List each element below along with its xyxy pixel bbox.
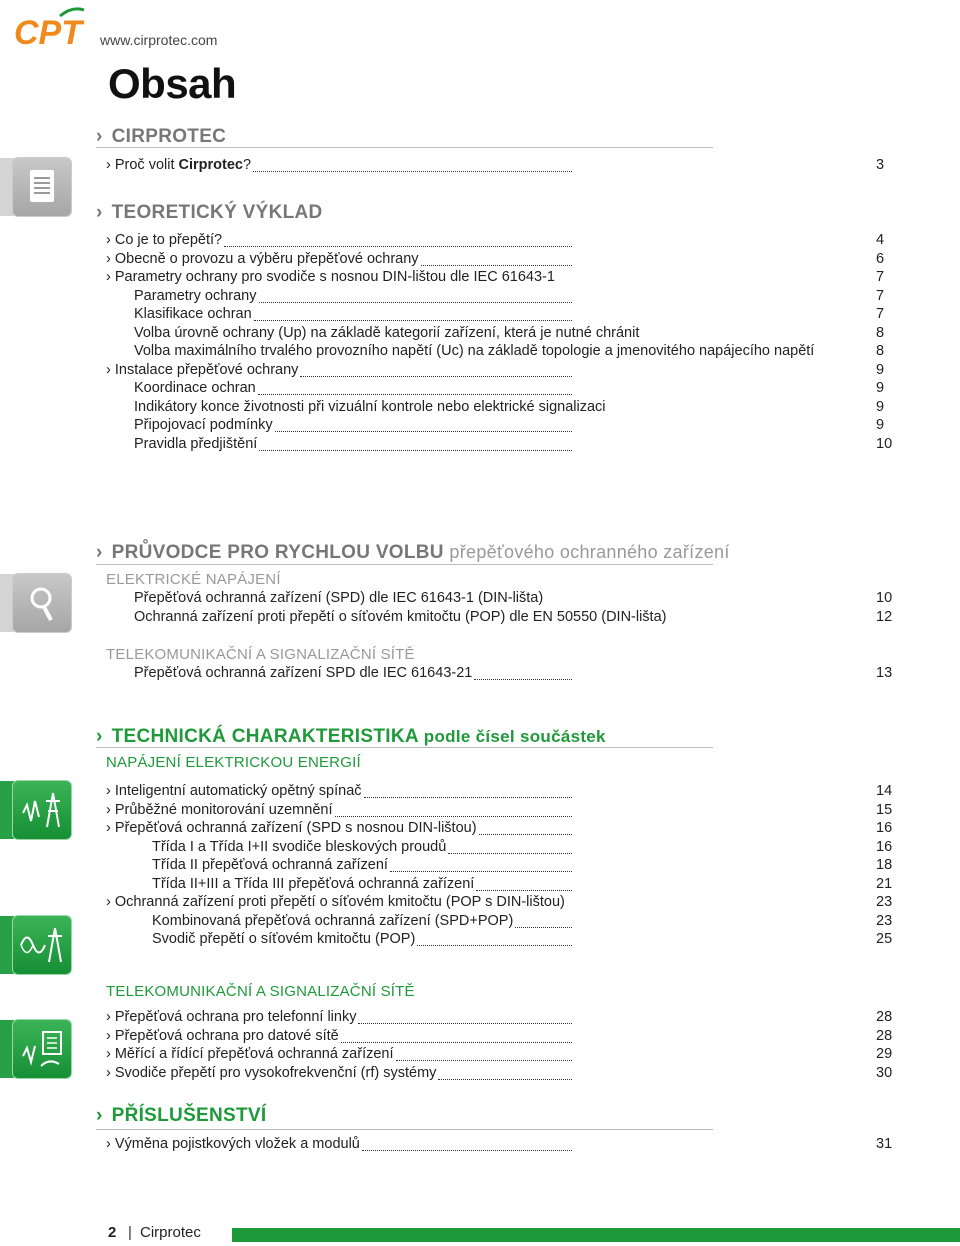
- toc-entry-page: 10: [876, 590, 893, 606]
- toc-entry-title: Volba maximálního trvalého provozního napětí (Uc) na základě topologie a jmenovitého napájecího napětí: [134, 343, 815, 359]
- cpt-logo: [12, 4, 86, 50]
- toc-entry[interactable]: [106, 288, 900, 306]
- toc-entry-page: 7: [876, 306, 885, 322]
- toc-entry-page: 8: [876, 343, 885, 359]
- toc-entry[interactable]: [106, 362, 900, 380]
- toc-entry-title: Pravidla předjištění: [134, 436, 258, 452]
- toc-leader-dots: [421, 251, 572, 266]
- toc-entry-page: 28: [876, 1028, 893, 1044]
- toc-leader-dots: [474, 665, 572, 680]
- toc-leader-dots: [258, 380, 572, 395]
- document-icon: [12, 157, 72, 217]
- subsection-elektricke-napajeni: ELEKTRICKÉ NAPÁJENÍ: [106, 571, 281, 588]
- magnifier-icon: [12, 573, 72, 633]
- toc-entry-page: 29: [876, 1046, 893, 1062]
- toc-leader-dots: [254, 306, 572, 321]
- divider: [96, 747, 713, 748]
- toc-entry[interactable]: [106, 251, 900, 269]
- toc-entry-title: Klasifikace ochran: [134, 306, 252, 322]
- toc-leader-dots: [341, 1028, 572, 1043]
- toc-entry-title: › Průběžné monitorování uzemnění: [106, 802, 333, 818]
- toc-leader-dots: [224, 232, 572, 247]
- toc-entry[interactable]: [106, 783, 900, 801]
- toc-entry-title: › Obecně o provozu a výběru přepěťové ochrany: [106, 251, 419, 267]
- toc-leader-dots: [476, 876, 572, 891]
- toc-entry-page: 9: [876, 380, 885, 396]
- toc-entry-title: › Měřící a řídící přepěťová ochranná zařízení: [106, 1046, 394, 1062]
- toc-entry[interactable]: [106, 1028, 900, 1046]
- toc-leader-dots: [364, 783, 572, 798]
- toc-leader-dots: [396, 1046, 572, 1061]
- toc-leader-dots: [358, 1009, 572, 1024]
- toc-leader-dots: [479, 820, 572, 835]
- toc-entry-title: Svodič přepětí o síťovém kmitočtu (POP): [152, 931, 416, 947]
- divider: [96, 564, 713, 565]
- subsection-telekom: TELEKOMUNIKAČNÍ A SIGNALIZAČNÍ SÍTĚ: [106, 646, 415, 663]
- waveform-tower-icon: [12, 915, 72, 975]
- toc-entry-page: 23: [876, 894, 893, 910]
- footer-page-number: 2: [108, 1224, 117, 1241]
- toc-entry[interactable]: [106, 269, 900, 287]
- toc-entry-page: 7: [876, 288, 885, 304]
- toc-leader-dots: [390, 857, 572, 872]
- toc-entry[interactable]: [106, 325, 900, 343]
- toc-leader-dots: [300, 362, 572, 377]
- toc-entry[interactable]: [106, 894, 900, 912]
- toc-leader-dots: [417, 931, 572, 946]
- toc-entry[interactable]: [106, 1046, 900, 1064]
- toc-entry[interactable]: [106, 1065, 900, 1083]
- toc-entry[interactable]: [106, 802, 900, 820]
- toc-entry-title: Koordinace ochran: [134, 380, 256, 396]
- section-cirprotec: › CIRPROTEC: [96, 126, 227, 147]
- toc-leader-dots: [362, 1136, 572, 1151]
- toc-leader-dots: [448, 839, 572, 854]
- toc-entry-page: 16: [876, 839, 893, 855]
- toc-leader-dots: [259, 288, 573, 303]
- section-prislusenstvi: › PŘÍSLUŠENSTVÍ: [96, 1105, 267, 1126]
- toc-entry[interactable]: [106, 931, 900, 949]
- footer-company-name: Cirprotec: [140, 1224, 201, 1241]
- toc-entry-title: Parametry ochrany: [134, 288, 257, 304]
- toc-entry[interactable]: [106, 436, 900, 454]
- toc-entry[interactable]: [106, 665, 900, 683]
- toc-entry-page: 18: [876, 857, 893, 873]
- toc-entry-title: › Parametry ochrany pro svodiče s nosnou DIN-lištou dle IEC 61643-1: [106, 269, 555, 285]
- toc-entry[interactable]: [106, 417, 900, 435]
- section-technicka: › TECHNICKÁ CHARAKTERISTIKA podle čísel součástek: [96, 726, 606, 747]
- toc-entry-page: 25: [876, 931, 893, 947]
- footer-separator: |: [128, 1224, 132, 1241]
- subsection-telekom-tech: TELEKOMUNIKAČNÍ A SIGNALIZAČNÍ SÍTĚ: [106, 983, 415, 1000]
- section-pruvodce: › PRŮVODCE PRO RYCHLOU VOLBU přepěťového ochranného zařízení: [96, 542, 730, 563]
- toc-entry-title: Připojovací podmínky: [134, 417, 273, 433]
- toc-leader-dots: [259, 436, 572, 451]
- toc-entry-title: Třída II přepěťová ochranná zařízení: [152, 857, 388, 873]
- toc-entry-page: 23: [876, 913, 893, 929]
- toc-entry-page: 6: [876, 251, 885, 267]
- toc-entry[interactable]: [106, 857, 900, 875]
- svg-text:CPT: CPT: [14, 14, 82, 50]
- toc-entry[interactable]: [106, 157, 900, 175]
- toc-entry[interactable]: [106, 343, 900, 361]
- toc-entry-title: Přepěťová ochranná zařízení (SPD) dle IEC 61643-1 (DIN-lišta): [134, 590, 544, 606]
- toc-entry-page: 7: [876, 269, 885, 285]
- toc-entry-page: 30: [876, 1065, 893, 1081]
- subsection-napajeni: NAPÁJENÍ ELEKTRICKOU ENERGIÍ: [106, 754, 361, 771]
- toc-entry[interactable]: [106, 913, 900, 931]
- toc-leader-dots: [275, 417, 572, 432]
- toc-entry[interactable]: [106, 1136, 900, 1154]
- toc-entry-page: 8: [876, 325, 885, 341]
- toc-entry[interactable]: [106, 399, 900, 417]
- section-teorie: › TEORETICKÝ VÝKLAD: [96, 202, 323, 223]
- toc-entry-page: 12: [876, 609, 893, 625]
- toc-entry[interactable]: [106, 839, 900, 857]
- toc-entry-title: › Přepěťová ochranná zařízení (SPD s nosnou DIN-lištou): [106, 820, 477, 836]
- toc-entry[interactable]: [106, 380, 900, 398]
- toc-entry[interactable]: [106, 820, 900, 838]
- toc-entry-title: Přepěťová ochranná zařízení SPD dle IEC 61643-21: [134, 665, 473, 681]
- toc-entry-title: › Svodiče přepětí pro vysokofrekvenční (rf) systémy: [106, 1065, 437, 1081]
- toc-entry-title: › Ochranná zařízení proti přepětí o síťovém kmitočtu (POP s DIN-lištou): [106, 894, 565, 910]
- toc-entry-title: › Výměna pojistkových vložek a modulů: [106, 1136, 360, 1152]
- toc-entry[interactable]: [106, 1009, 900, 1027]
- toc-entry[interactable]: [106, 590, 900, 608]
- toc-entry-page: 21: [876, 876, 893, 892]
- toc-entry-page: 16: [876, 820, 893, 836]
- footer-green-bar: [232, 1228, 960, 1242]
- toc-leader-dots: [515, 913, 572, 928]
- toc-entry-title: › Proč volit Cirprotec?: [106, 157, 252, 173]
- toc-entry-page: 3: [876, 157, 885, 173]
- toc-entry-title: › Inteligentní automatický opětný spínač: [106, 783, 362, 799]
- toc-entry-title: Kombinovaná přepěťová ochranná zařízení (SPD+POP): [152, 913, 514, 929]
- toc-entry[interactable]: [106, 306, 900, 324]
- toc-entry-title: › Co je to přepětí?: [106, 232, 223, 248]
- toc-entry[interactable]: [106, 609, 900, 627]
- toc-entry-title: Indikátory konce životnosti při vizuální kontrole nebo elektrické signalizaci: [134, 399, 606, 415]
- toc-entry-page: 13: [876, 665, 893, 681]
- toc-entry-page: 31: [876, 1136, 893, 1152]
- divider: [96, 1129, 713, 1130]
- toc-entry-page: 9: [876, 362, 885, 378]
- toc-entry-page: 28: [876, 1009, 893, 1025]
- toc-entry-title: › Přepěťová ochrana pro telefonní linky: [106, 1009, 357, 1025]
- toc-entry[interactable]: [106, 876, 900, 894]
- toc-entry-page: 10: [876, 436, 893, 452]
- page-title: Obsah: [108, 60, 237, 107]
- toc-entry-page: 15: [876, 802, 893, 818]
- toc-entry-title: Třída I a Třída I+II svodiče bleskových proudů: [152, 839, 447, 855]
- toc-entry-page: 4: [876, 232, 885, 248]
- toc-leader-dots: [335, 802, 573, 817]
- toc-entry-page: 14: [876, 783, 893, 799]
- toc-entry-title: › Instalace přepěťové ochrany: [106, 362, 299, 378]
- circuit-hand-icon: [12, 1019, 72, 1079]
- divider: [96, 147, 713, 148]
- toc-leader-dots: [438, 1065, 572, 1080]
- toc-entry-title: Volba úrovně ochrany (Up) na základě kategorií zařízení, která je nutné chránit: [134, 325, 640, 341]
- toc-entry[interactable]: [106, 232, 900, 250]
- toc-entry-page: 9: [876, 399, 885, 415]
- toc-leader-dots: [253, 157, 572, 172]
- toc-entry-title: Ochranná zařízení proti přepětí o síťovém kmitočtu (POP) dle EN 50550 (DIN-lišta): [134, 609, 667, 625]
- lightning-tower-icon: [12, 780, 72, 840]
- toc-entry-title: Třída II+III a Třída III přepěťová ochranná zařízení: [152, 876, 475, 892]
- website-url[interactable]: www.cirprotec.com: [100, 32, 218, 48]
- toc-entry-page: 9: [876, 417, 885, 433]
- toc-entry-title: › Přepěťová ochrana pro datové sítě: [106, 1028, 339, 1044]
